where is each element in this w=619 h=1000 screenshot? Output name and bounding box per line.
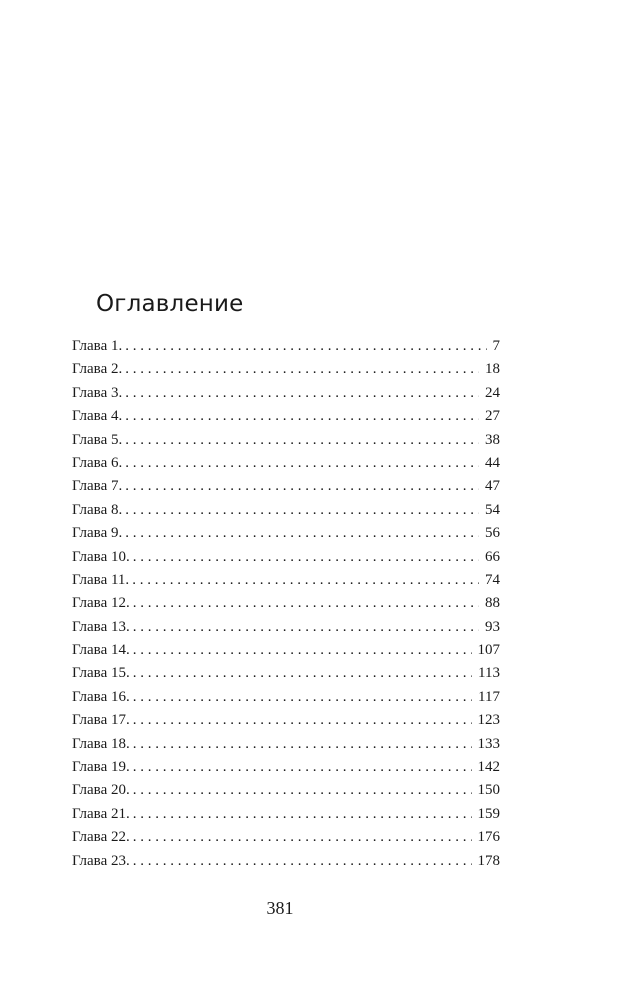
toc-entry (72, 499, 500, 522)
toc-entry (72, 429, 500, 452)
dot-leader (130, 803, 472, 826)
toc-entry (72, 803, 500, 826)
toc-entry-page: 38 (485, 431, 500, 448)
toc-entry-page: 56 (485, 525, 500, 542)
dot-leader (130, 850, 472, 873)
toc-entry-label: Глава 20. (72, 782, 130, 799)
toc-entry (72, 452, 500, 475)
toc-entry-label: Глава 2. (72, 361, 123, 378)
toc-entry-page: 66 (485, 548, 500, 565)
toc-entry-page: 117 (478, 688, 500, 705)
toc-entry (72, 546, 500, 569)
dot-leader (122, 382, 479, 405)
dot-leader (130, 546, 479, 569)
dot-leader (122, 475, 479, 498)
toc-entry-label: Глава 17. (72, 712, 130, 729)
dot-leader (130, 733, 472, 756)
toc-entry-page: 178 (477, 852, 500, 869)
dot-leader (130, 756, 472, 779)
toc-entry-page: 107 (477, 642, 500, 659)
toc-entry-page: 133 (477, 735, 500, 752)
page-number: 381 (266, 898, 294, 918)
toc-entry (72, 826, 500, 849)
toc-entry-label: Глава 8. (72, 501, 123, 518)
toc-entry-page: 44 (485, 454, 500, 471)
toc-entry-label: Глава 1. (72, 338, 123, 354)
page-title: Оглавление (96, 291, 244, 317)
dot-leader (122, 499, 479, 522)
dot-leader (122, 452, 479, 475)
toc-entry (72, 779, 500, 802)
dot-leader (122, 429, 479, 452)
toc-entry (72, 335, 500, 358)
toc-entry (72, 733, 500, 756)
dot-leader (130, 592, 479, 615)
dot-leader (130, 779, 472, 802)
toc-entry-label: Глава 4. (72, 408, 123, 425)
toc-entry-label: Глава 18. (72, 735, 130, 752)
toc-entry-label: Глава 6. (72, 454, 123, 471)
toc-entry (72, 358, 500, 381)
toc-entry-label: Глава 9. (72, 525, 123, 542)
toc-entry (72, 382, 500, 405)
toc-entry (72, 405, 500, 428)
toc-entry-label: Глава 22. (72, 829, 130, 846)
dot-leader (130, 826, 472, 849)
toc-entry (72, 522, 500, 545)
toc-entry-page: 7 (492, 338, 500, 354)
dot-leader (122, 522, 479, 545)
dot-leader (130, 686, 472, 709)
toc-entry-page: 150 (477, 782, 500, 799)
toc-entry-page: 93 (485, 618, 500, 635)
table-of-contents (72, 335, 500, 873)
toc-entry-label: Глава 7. (72, 478, 123, 495)
toc-entry-label: Глава 19. (72, 759, 130, 776)
toc-entry-label: Глава 16. (72, 688, 130, 705)
dot-leader (130, 616, 479, 639)
toc-entry-page: 123 (477, 712, 500, 729)
toc-entry-page: 142 (477, 759, 500, 776)
toc-entry (72, 616, 500, 639)
toc-entry (72, 850, 500, 873)
toc-entry (72, 475, 500, 498)
toc-entry (72, 569, 500, 592)
toc-entry-page: 88 (485, 595, 500, 612)
toc-entry-label: Глава 12. (72, 595, 130, 612)
toc-entry (72, 709, 500, 732)
toc-entry-label: Глава 10. (72, 548, 130, 565)
toc-entry (72, 592, 500, 615)
dot-leader (130, 709, 472, 732)
toc-entry (72, 686, 500, 709)
toc-entry-label: Глава 11. (72, 571, 130, 588)
toc-entry-page: 24 (485, 384, 500, 401)
dot-leader (122, 335, 486, 358)
toc-entry-page: 74 (485, 571, 500, 588)
toc-entry-page: 54 (485, 501, 500, 518)
dot-leader (130, 639, 472, 662)
toc-entry-page: 176 (477, 829, 500, 846)
toc-entry-label: Глава 3. (72, 384, 123, 401)
toc-entry-page: 27 (485, 408, 500, 425)
dot-leader (122, 405, 479, 428)
toc-entry-page: 159 (477, 805, 500, 822)
toc-entry-label: Глава 5. (72, 431, 123, 448)
toc-entry-label: Глава 14. (72, 642, 130, 659)
toc-entry-label: Глава 21. (72, 805, 130, 822)
dot-leader (130, 662, 472, 685)
toc-entry-label: Глава 15. (72, 665, 130, 682)
dot-leader (129, 569, 479, 592)
toc-entry-label: Глава 23. (72, 852, 130, 869)
toc-entry (72, 639, 500, 662)
toc-entry-page: 47 (485, 478, 500, 495)
toc-entry-page: 113 (478, 665, 500, 682)
toc-entry-label: Глава 13. (72, 618, 130, 635)
toc-entry (72, 662, 500, 685)
dot-leader (122, 358, 479, 381)
toc-entry (72, 756, 500, 779)
toc-entry-page: 18 (485, 361, 500, 378)
